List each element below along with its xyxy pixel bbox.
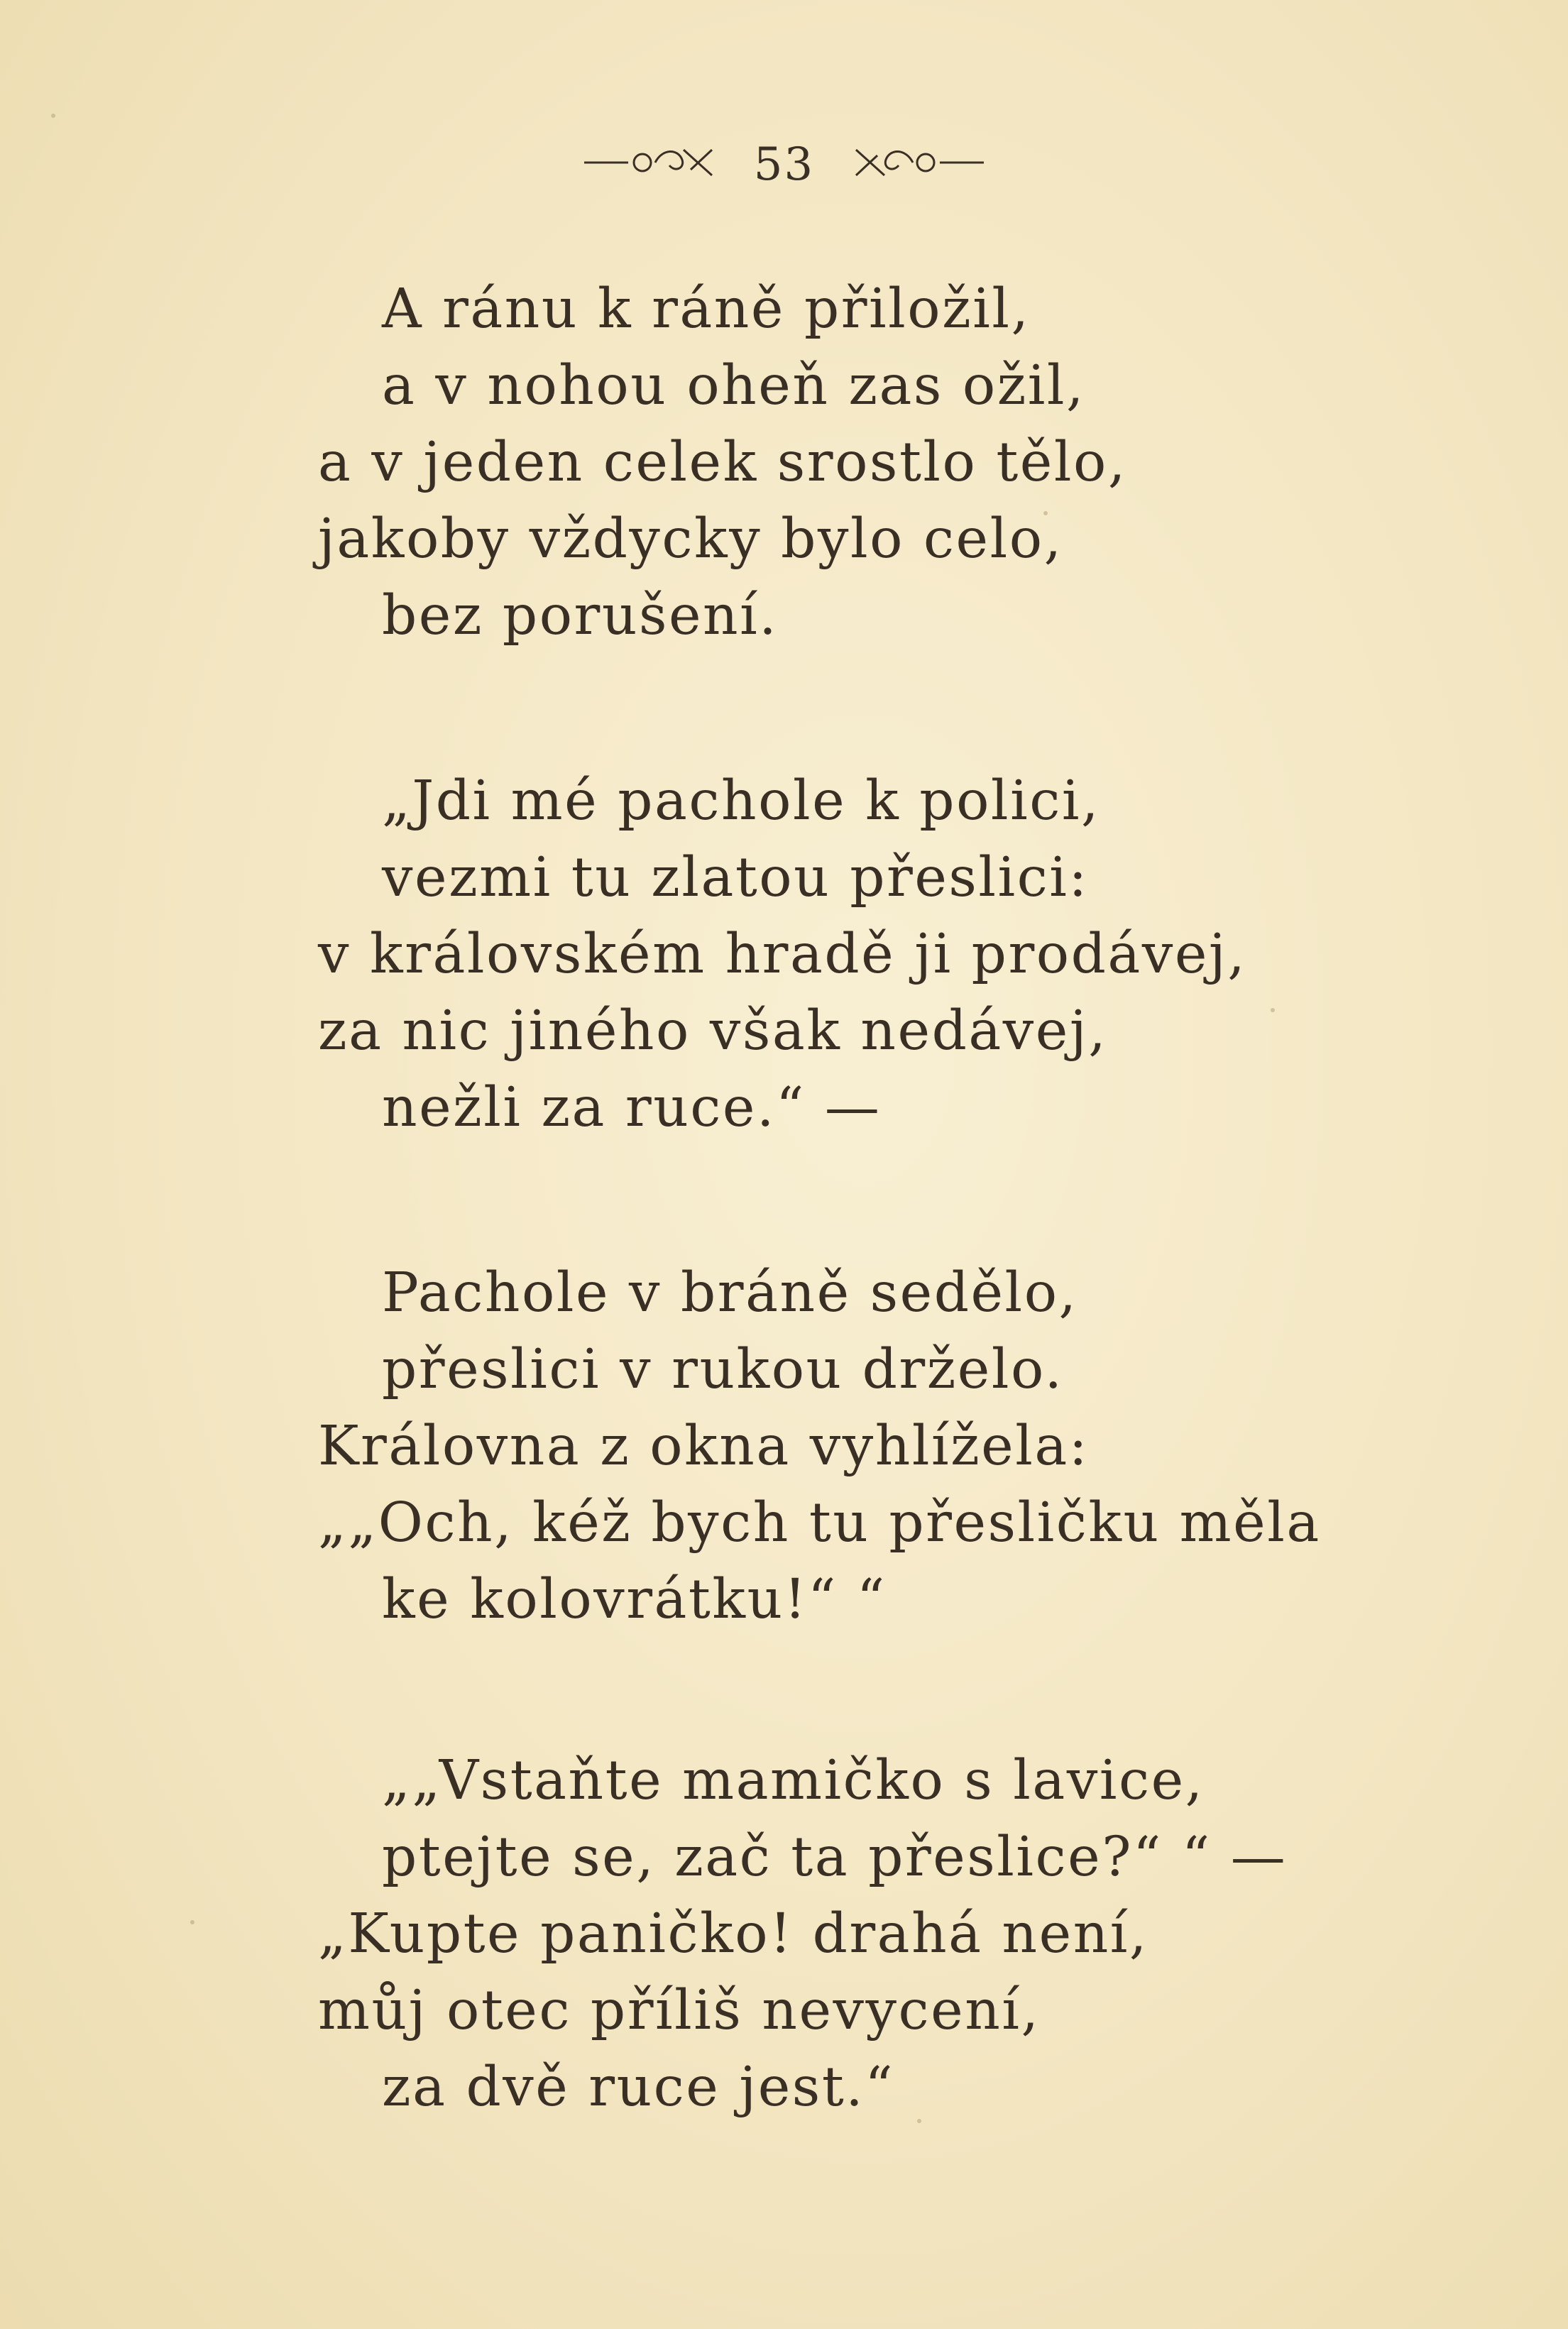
verse-line: Pachole v bráně sedělo, xyxy=(382,1261,1078,1325)
verse-line: a v jeden celek srostlo tělo, xyxy=(318,431,1127,494)
paper-speck xyxy=(1271,1008,1275,1012)
verse-line: za dvě ruce jest.“ xyxy=(382,2056,895,2119)
right-ornament-icon xyxy=(849,138,984,191)
verse-line: „Jdi mé pachole k polici, xyxy=(382,769,1100,833)
verse-line: za nic jiného však nedávej, xyxy=(318,999,1108,1063)
verse-line: Královna z okna vyhlížela: xyxy=(318,1415,1090,1478)
verse-line: „Kupte paničko! drahá není, xyxy=(318,1902,1148,1966)
verse-line: bez porušení. xyxy=(382,584,779,647)
verse-line: jakoby vždycky bylo celo, xyxy=(318,508,1063,571)
verse-line: můj otec příliš nevycení, xyxy=(318,1979,1041,2042)
verse-line: v královském hradě ji prodávej, xyxy=(318,923,1247,986)
verse-line: a v nohou oheň zas ožil, xyxy=(382,354,1086,417)
verse-line: A ránu k ráně přiložil, xyxy=(382,278,1031,341)
verse-line: nežli za ruce.“ — xyxy=(382,1076,882,1139)
verse-line: ptejte se, zač ta přeslice?“ “ — xyxy=(382,1826,1288,1889)
paper-speck xyxy=(51,114,55,118)
verse-line: „„Vstaňte mamičko s lavice, xyxy=(382,1749,1205,1812)
left-ornament-icon xyxy=(584,138,719,191)
paper-speck xyxy=(917,2119,921,2123)
verse-line: „„Och, kéž bych tu přesličku měla xyxy=(318,1491,1321,1555)
verse-line: přeslici v rukou drželo. xyxy=(382,1338,1064,1401)
page-header xyxy=(0,135,1568,191)
paper-speck xyxy=(190,1920,194,1924)
verse-line: ke kolovrátku!“ “ xyxy=(382,1568,887,1631)
page-number: 53 xyxy=(753,138,815,191)
verse-line: vezmi tu zlatou přeslici: xyxy=(382,846,1089,909)
